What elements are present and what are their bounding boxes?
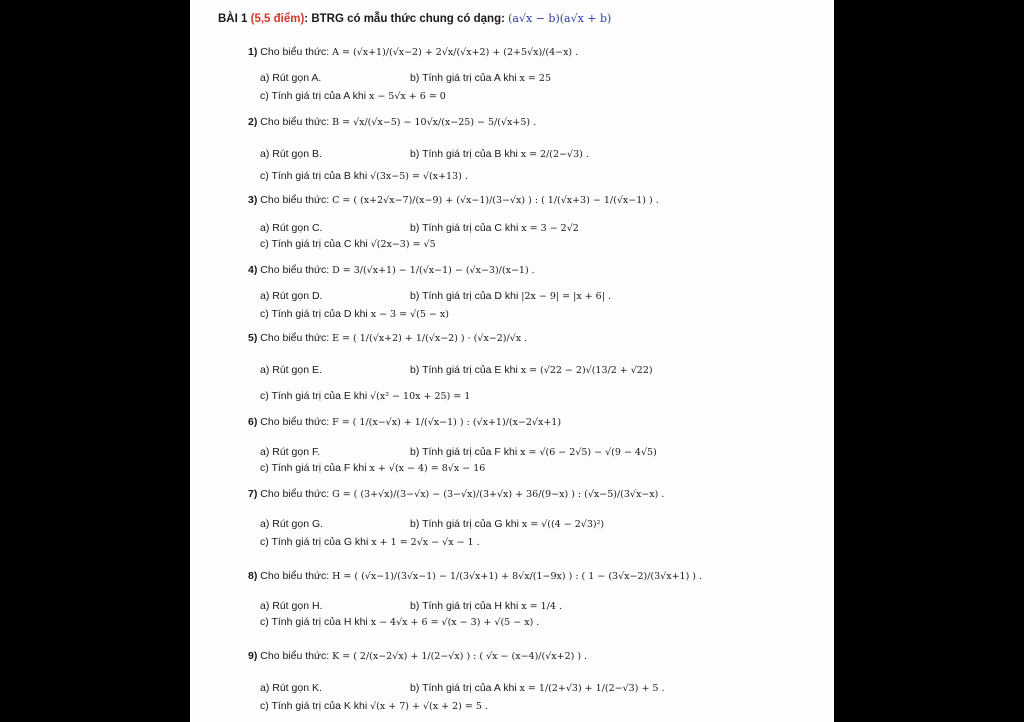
part-c-text: c) Tính giá trị của F khi (260, 462, 367, 474)
problem-expression: E = ( 1/(√x+2) + 1/(√x−2) ) · (√x−2)/√x . (332, 333, 528, 344)
part-a (260, 600, 322, 612)
part-b-expression: x = 25 (519, 73, 551, 84)
part-a-text: a) Rút gọn C. (260, 222, 323, 234)
part-c-expression: √(x² − 10x + 25) = 1 (370, 391, 471, 402)
part-b (410, 290, 611, 302)
title-text: : BTRG có mẫu thức chung có dạng: (304, 13, 505, 25)
worksheet-title (218, 12, 611, 25)
part-b (410, 72, 551, 84)
part-a (260, 518, 323, 530)
part-a-text: a) Rút gọn K. (260, 682, 322, 694)
part-a-text: a) Rút gọn A. (260, 72, 322, 84)
part-a-text: a) Rút gọn H. (260, 600, 323, 612)
problem-definition (248, 264, 535, 276)
part-b (410, 364, 653, 376)
part-c-expression: √(x + 7) + √(x + 2) = 5 . (370, 701, 488, 712)
part-c (260, 616, 539, 628)
part-b-text: b) Tính giá trị của C khi (410, 222, 519, 234)
part-b-expression: x = 3 − 2√2 (521, 223, 579, 234)
problem-definition (248, 332, 527, 344)
part-a (260, 222, 322, 234)
part-c-expression: x − 3 = √(5 − x) (370, 309, 449, 320)
part-c (260, 170, 468, 182)
part-c-expression: x − 5√x + 6 = 0 (368, 91, 446, 102)
part-b-text: b) Tính giá trị của E khi (410, 364, 518, 376)
part-c (260, 700, 488, 712)
problem-definition (248, 488, 664, 500)
problem-number: 4) (248, 264, 258, 276)
part-b-text: b) Tính giá trị của D khi (410, 290, 519, 302)
problem-expression: C = ( (x+2√x−7)/(x−9) + (√x−1)/(3−√x) ) : ( 1/(√x+3) − 1/(√x−1) ) . (332, 195, 659, 206)
title-formula: (a√x − b)(a√x + b) (508, 12, 612, 25)
problem-label: Cho biểu thức: (260, 332, 330, 344)
problem-label: Cho biểu thức: (260, 116, 330, 128)
problem-number: 6) (248, 416, 258, 428)
problem-number: 9) (248, 650, 258, 662)
part-a (260, 72, 321, 84)
problem-number: 7) (248, 488, 258, 500)
part-c-text: c) Tính giá trị của K khi (260, 700, 368, 712)
part-a-text: a) Rút gọn G. (260, 518, 324, 530)
problem-definition (248, 116, 536, 128)
part-b-expression: |2x − 9| = |x + 6| . (521, 291, 611, 302)
part-b-expression: x = 1/(2+√3) + 1/(2−√3) + 5 . (519, 683, 665, 694)
problem-definition (248, 570, 702, 582)
part-c-expression: √(3x−5) = √(x+13) . (370, 171, 468, 182)
part-a-text: a) Rút gọn F. (260, 446, 321, 458)
problem-expression: B = √x/(√x−5) − 10√x/(x−25) − 5/(√x+5) . (332, 117, 537, 128)
problem-number: 3) (248, 194, 258, 206)
part-a (260, 148, 322, 160)
part-c-expression: x + √(x − 4) = 8√x − 16 (369, 463, 486, 474)
part-b-text: b) Tính giá trị của F khi (410, 446, 518, 458)
part-c-text: c) Tính giá trị của A khi (260, 90, 367, 102)
part-c (260, 90, 446, 102)
part-c-expression: x − 4√x + 6 = √(x − 3) + √(5 − x) . (370, 617, 540, 628)
problem-expression: H = ( (√x−1)/(3√x−1) − 1/(3√x+1) + 8√x/(1−9x) ) : ( 1 − (3√x−2)/(3√x+1) ) . (332, 571, 703, 582)
problem-label: Cho biểu thức: (260, 46, 330, 58)
part-b-expression: x = (√22 − 2)√(13/2 + √22) (520, 365, 653, 376)
problem-definition (248, 416, 561, 428)
part-a (260, 446, 320, 458)
part-c-text: c) Tính giá trị của E khi (260, 390, 368, 402)
part-a (260, 682, 322, 694)
part-b (410, 148, 589, 160)
part-c-expression: x + 1 = 2√x − √x − 1 . (371, 537, 480, 548)
worksheet-page (190, 0, 834, 722)
part-c-expression: √(2x−3) = √5 (370, 239, 436, 250)
problem-label: Cho biểu thức: (260, 650, 330, 662)
part-a-text: a) Rút gọn E. (260, 364, 322, 376)
part-b-text: b) Tính giá trị của B khi (410, 148, 518, 160)
title-heading: BÀI 1 (218, 13, 248, 25)
part-a-text: a) Rút gọn D. (260, 290, 323, 302)
problem-expression: F = ( 1/(x−√x) + 1/(√x−1) ) : (√x+1)/(x−2√x+1) (332, 417, 562, 428)
title-points: (5,5 điểm) (250, 13, 305, 25)
part-a (260, 364, 322, 376)
part-b-text: b) Tính giá trị của H khi (410, 600, 519, 612)
part-b-expression: x = √(6 − 2√5) − √(9 − 4√5) (520, 447, 657, 458)
problem-label: Cho biểu thức: (260, 570, 330, 582)
problem-number: 2) (248, 116, 258, 128)
part-c-text: c) Tính giá trị của H khi (260, 616, 368, 628)
part-a-text: a) Rút gọn B. (260, 148, 322, 160)
part-b-expression: x = √((4 − 2√3)²) (521, 519, 605, 530)
problem-label: Cho biểu thức: (260, 416, 330, 428)
problem-expression: D = 3/(√x+1) − 1/(√x−1) − (√x−3)/(x−1) . (332, 265, 535, 276)
part-b-text: b) Tính giá trị của G khi (410, 518, 519, 530)
part-b (410, 518, 604, 530)
part-c (260, 462, 485, 474)
problem-number: 8) (248, 570, 258, 582)
part-a (260, 290, 322, 302)
problem-expression: K = ( 2/(x−2√x) + 1/(2−√x) ) : ( √x − (x−4)/(√x+2) ) . (332, 651, 588, 662)
part-c-text: c) Tính giá trị của C khi (260, 238, 368, 250)
problem-number: 5) (248, 332, 258, 344)
part-b (410, 682, 665, 694)
part-c (260, 536, 480, 548)
problem-expression: G = ( (3+√x)/(3−√x) − (3−√x)/(3+√x) + 36/(9−x) ) : (√x−5)/(3√x−x) . (332, 489, 665, 500)
problem-number: 1) (248, 46, 258, 58)
part-b (410, 446, 657, 458)
part-b (410, 222, 579, 234)
part-c (260, 390, 470, 402)
part-b (410, 600, 562, 612)
problem-definition (248, 46, 578, 58)
part-c (260, 308, 449, 320)
part-c-text: c) Tính giá trị của D khi (260, 308, 368, 320)
part-b-text: b) Tính giá trị của A khi (410, 682, 517, 694)
part-c (260, 238, 436, 250)
part-c-text: c) Tính giá trị của G khi (260, 536, 369, 548)
problem-definition (248, 194, 659, 206)
problem-label: Cho biểu thức: (260, 194, 330, 206)
problem-label: Cho biểu thức: (260, 488, 330, 500)
problem-label: Cho biểu thức: (260, 264, 330, 276)
problem-expression: A = (√x+1)/(√x−2) + 2√x/(√x+2) + (2+5√x)/(4−x) . (332, 47, 579, 58)
problem-definition (248, 650, 587, 662)
part-b-expression: x = 2/(2−√3) . (520, 149, 589, 160)
part-b-expression: x = 1/4 . (521, 601, 562, 612)
part-b-text: b) Tính giá trị của A khi (410, 72, 517, 84)
part-c-text: c) Tính giá trị của B khi (260, 170, 368, 182)
